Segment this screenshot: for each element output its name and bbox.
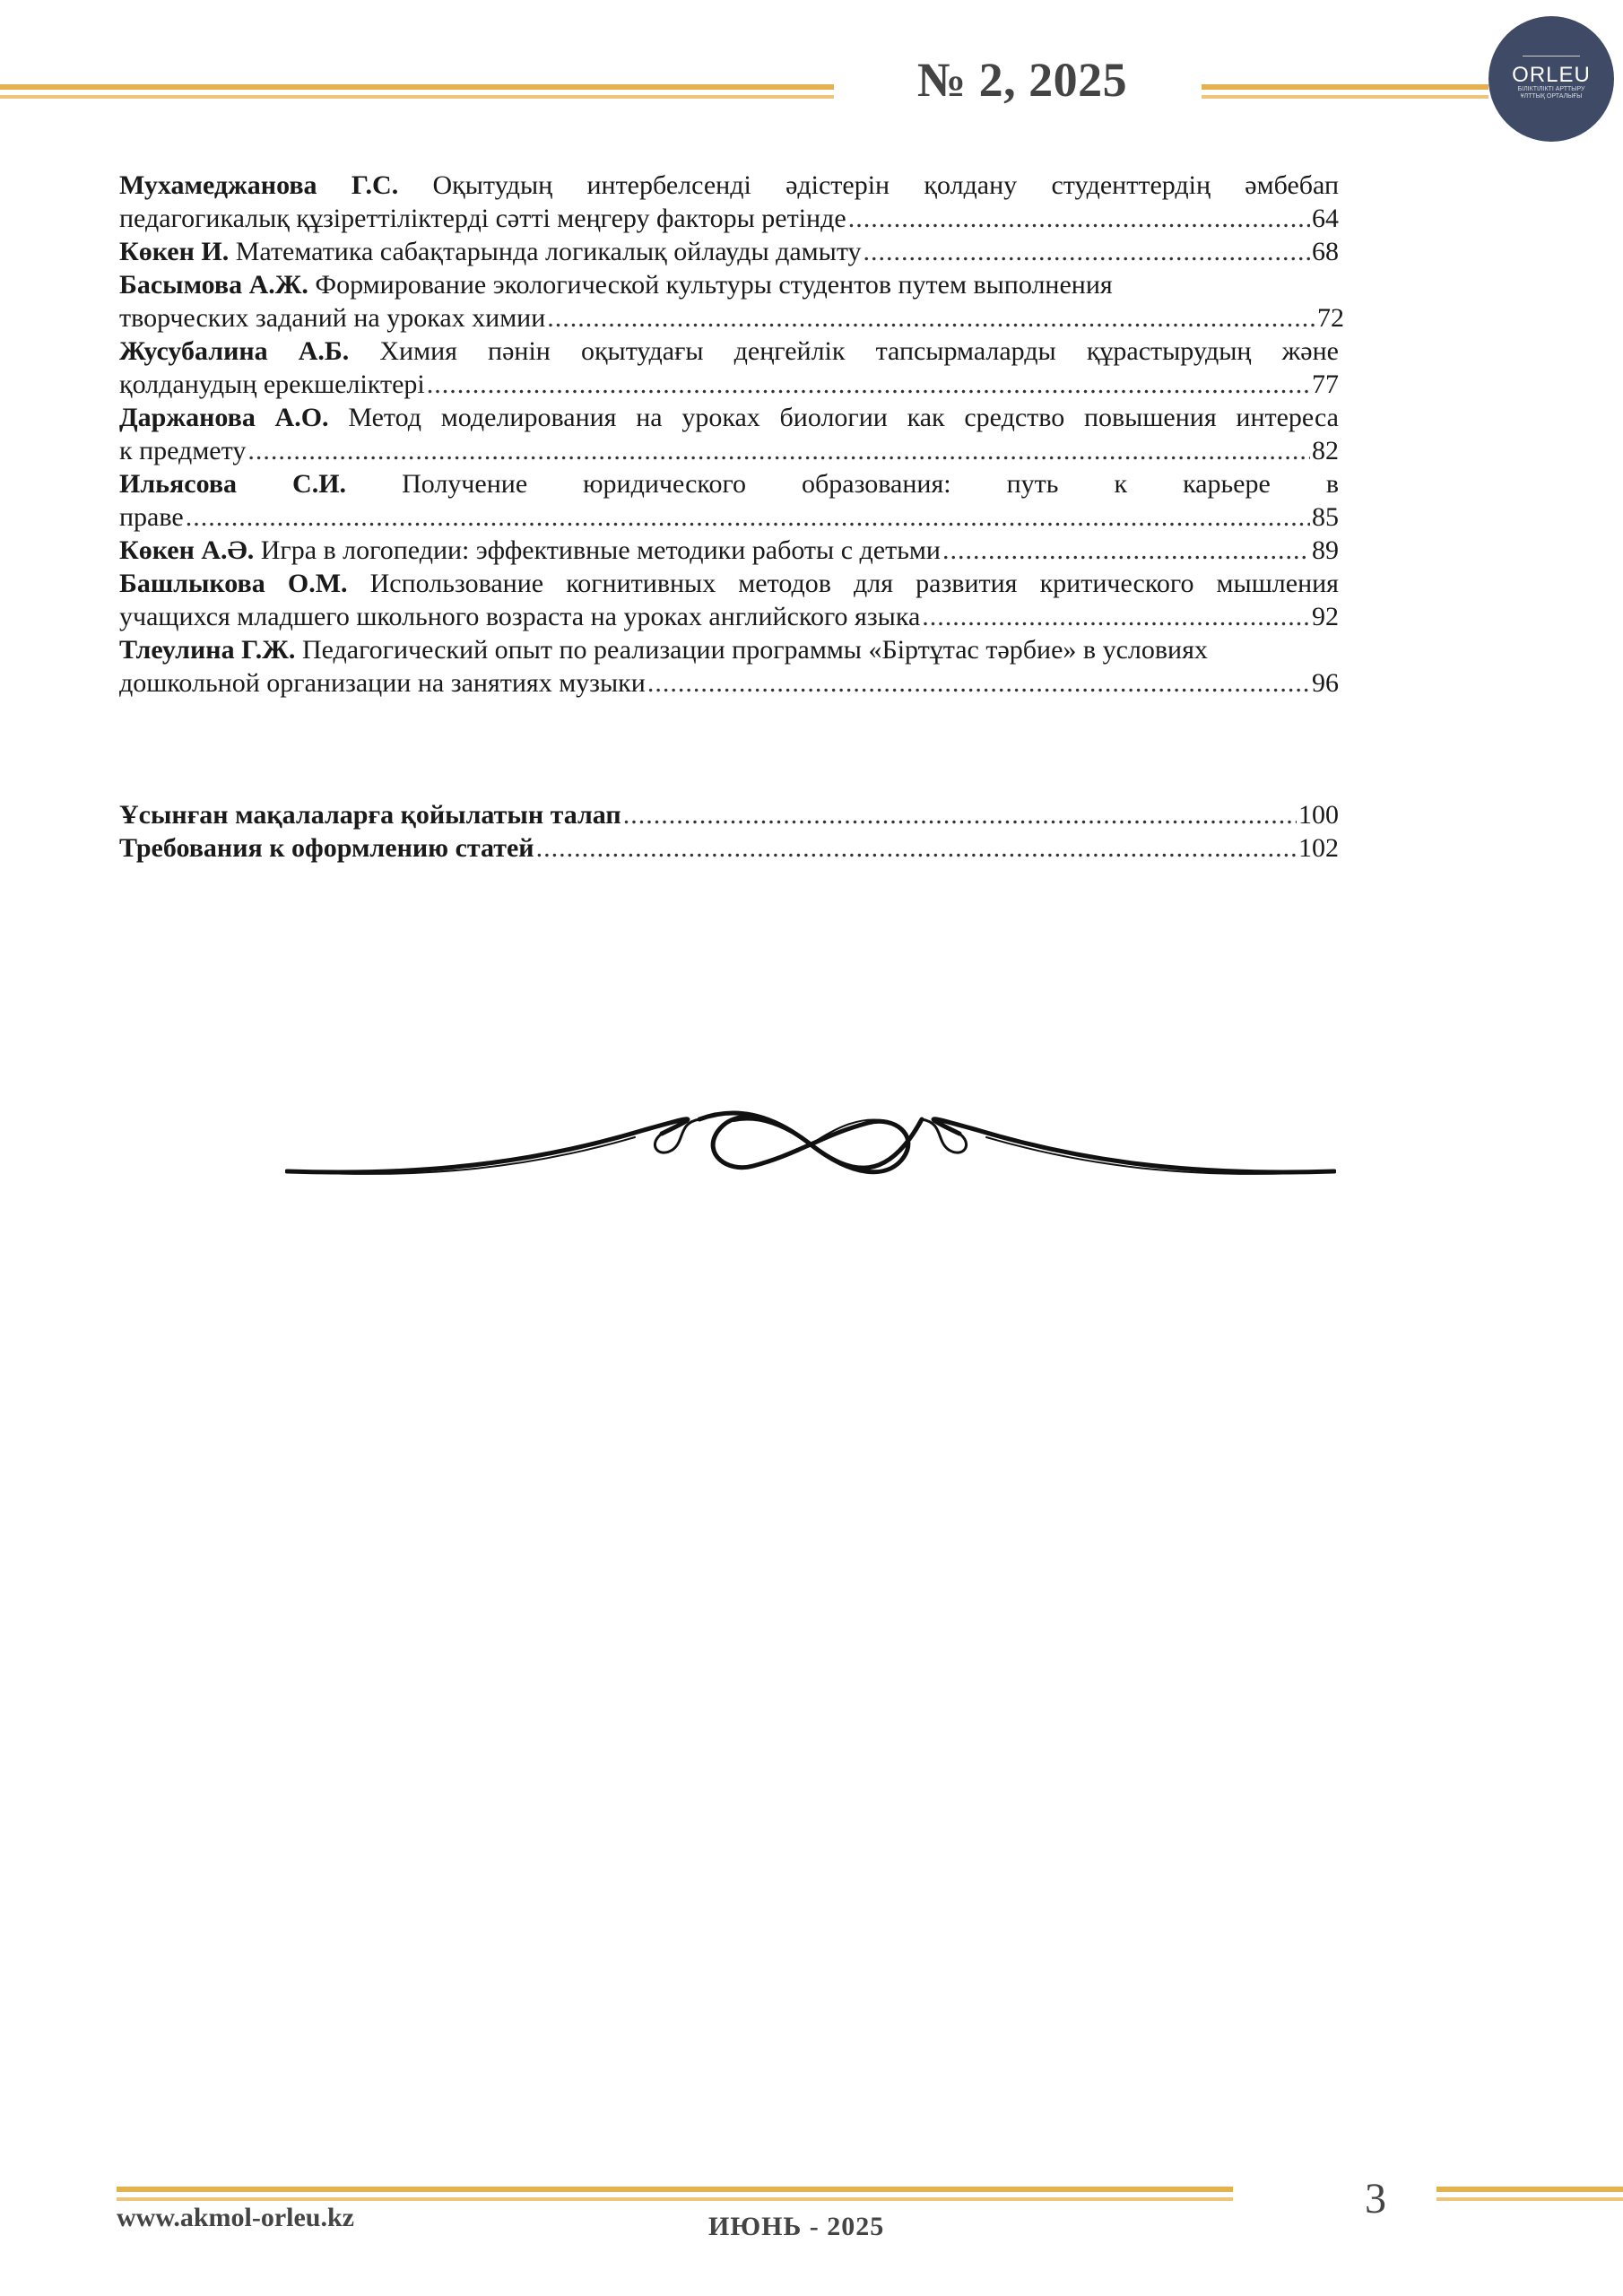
toc-entry-requirements-kz[interactable] — [119, 798, 1339, 831]
footer-rule-left — [117, 2187, 1233, 2203]
toc-title-last: Требования к оформлению статей — [119, 833, 534, 863]
toc-page: 77 — [1312, 370, 1339, 399]
toc-title-last: творческих заданий на уроках химии — [119, 303, 546, 333]
toc-author: Башлыкова О.М. — [119, 569, 348, 598]
toc-page: 82 — [1312, 436, 1339, 465]
table-of-contents — [119, 169, 1344, 700]
toc-page: 96 — [1312, 668, 1339, 698]
toc-title-last: Ұсынған мақалаларға қойылатын талап — [119, 800, 621, 830]
toc-title-line: Химия пәнін оқытудағы деңгейлік тапсырмаларды құрастырудың және — [379, 336, 1339, 366]
toc-author: Көкен А.Ә. — [119, 535, 255, 565]
toc-author: Ильясова С.И. — [119, 469, 347, 499]
toc-author: Көкен И. — [119, 237, 230, 266]
toc-page: 102 — [1298, 833, 1339, 863]
toc-page: 85 — [1312, 502, 1339, 532]
toc-entry[interactable] — [119, 567, 1339, 633]
header-rule-right — [1202, 84, 1488, 100]
toc-author: Тлеулина Г.Ж. — [119, 635, 296, 665]
toc-entry[interactable] — [119, 268, 1344, 335]
toc-title-last: Математика сабақтарында логикалық ойлауды дамыту — [235, 237, 862, 266]
page-number: 3 — [1365, 2175, 1386, 2222]
toc-entry[interactable] — [119, 633, 1339, 700]
toc-entry[interactable] — [119, 534, 1339, 567]
toc-title-last: к предмету — [119, 436, 247, 465]
toc-entry[interactable] — [119, 335, 1339, 401]
toc-title-last: қолданудың ерекшеліктері — [119, 370, 425, 399]
toc-title-last: педагогикалық құзіреттіліктерді сәтті меңгеру факторы ретінде — [119, 204, 846, 233]
toc-page: 64 — [1312, 204, 1339, 233]
toc-author: Мухамеджанова Г.С. — [119, 170, 399, 200]
ornament-divider — [285, 1094, 1336, 1202]
toc-page: 68 — [1312, 237, 1339, 266]
orleu-logo — [1488, 16, 1614, 142]
toc-title-line: Метод моделирования на уроках биологии как средство повышения интереса — [348, 403, 1339, 432]
toc-page: 89 — [1312, 535, 1339, 565]
toc-entry[interactable] — [119, 467, 1339, 534]
toc-page: 92 — [1312, 602, 1339, 631]
toc-author: Даржанова А.О. — [119, 403, 329, 432]
toc-page: 100 — [1298, 800, 1339, 830]
toc-title-line: Использование когнитивных методов для развития критического мышления — [369, 569, 1339, 598]
toc-title-last: дошкольной организации на занятиях музыки — [119, 668, 646, 698]
toc-title-last: Игра в логопедии: эффективные методики работы с детьми — [260, 535, 941, 565]
toc-author: Басымова А.Ж. — [119, 270, 308, 300]
issue-title: № 2, 2025 — [916, 53, 1128, 107]
toc-title-line: Формирование экологической культуры студентов путем выполнения — [315, 270, 1113, 300]
toc-title-line: Получение юридического образования: путь к карьере в — [402, 469, 1339, 499]
toc-author: Жусубалина А.Б. — [119, 336, 350, 366]
logo-text: ORLEU — [1512, 63, 1591, 87]
toc-page: 72 — [1317, 303, 1344, 333]
header-rule-left — [0, 84, 834, 100]
toc-title-line: Оқытудың интербелсенді әдістерін қолдану студенттердің әмбебап — [432, 170, 1340, 200]
toc-title-last: учащихся младшего школьного возраста на уроках английского языка — [119, 602, 921, 631]
footer-date: ИЮНЬ - 2025 — [708, 2212, 885, 2241]
toc-title-last: праве — [119, 502, 184, 532]
toc-entry[interactable] — [119, 401, 1339, 467]
toc-entry[interactable] — [119, 169, 1339, 235]
logo-subtext: БІЛІКТІЛІКТІ АРТТЫРУ ҰЛТТЫҚ ОРТАЛЫҒЫ — [1517, 86, 1585, 100]
requirements-list — [119, 798, 1339, 865]
toc-title-line: Педагогический опыт по реализации программы «Біртұтас тәрбие» в условиях — [301, 635, 1208, 665]
footer-rule-right — [1436, 2187, 1623, 2203]
toc-entry-requirements-ru[interactable] — [119, 831, 1339, 865]
footer-website-link[interactable]: www.akmol-orleu.kz — [117, 2203, 354, 2232]
toc-entry[interactable] — [119, 235, 1339, 268]
